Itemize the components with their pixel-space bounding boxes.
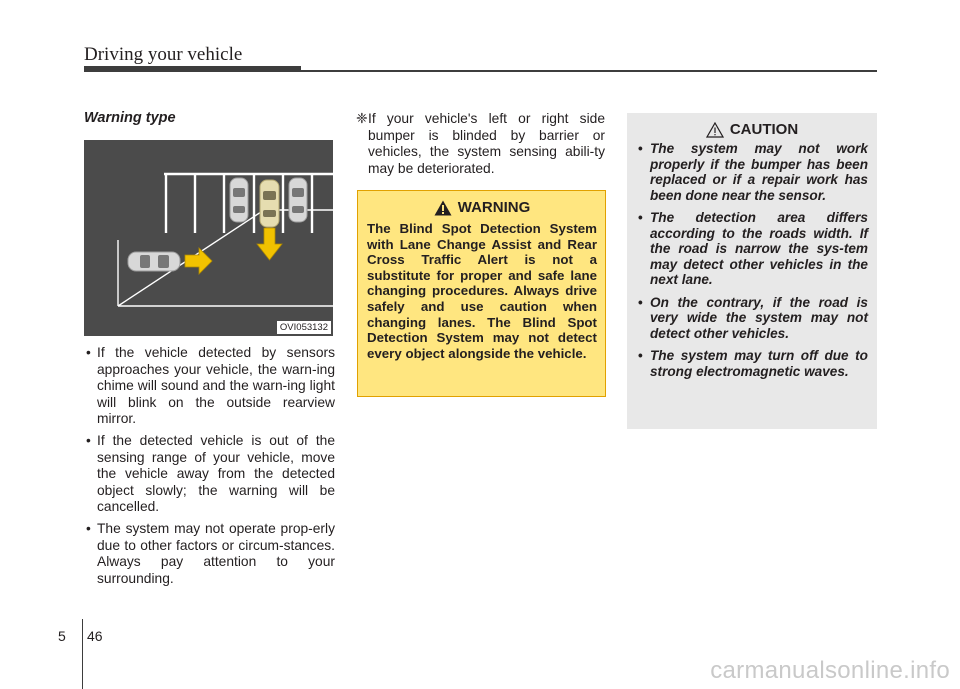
bullet: • bbox=[638, 141, 643, 156]
bullet: • bbox=[638, 210, 643, 225]
header-rule-thick bbox=[84, 66, 301, 72]
list-item-text: The detection area differs according to the roads width. If the road is narrow the sys-tem may detect other vehicles in the next lane. bbox=[650, 210, 868, 287]
warning-box bbox=[357, 190, 606, 397]
chapter-number: 5 bbox=[58, 628, 66, 644]
bullet: • bbox=[86, 432, 91, 448]
warning-title: WARNING bbox=[457, 199, 531, 216]
list-item bbox=[84, 521, 335, 587]
approaching-car bbox=[128, 252, 180, 271]
list-item-text: The system may not work properly if the bumper has been replaced or if a repair work has been done near the sensor. bbox=[650, 141, 868, 203]
list-item-text: The system may turn off due to strong electromagnetic waves. bbox=[650, 348, 868, 379]
section-heading: Warning type bbox=[84, 110, 176, 126]
warning-type-list bbox=[84, 345, 335, 592]
list-item-text: The system may not operate prop-erly due to other factors or circum-stances. Always pay attention to your surrounding. bbox=[97, 520, 335, 586]
list-item bbox=[84, 433, 335, 516]
caution-box bbox=[627, 113, 877, 429]
parking-lot-illustration bbox=[84, 140, 333, 336]
footer-rule bbox=[82, 619, 83, 689]
bullet: • bbox=[638, 294, 643, 310]
parking-diagram bbox=[84, 140, 333, 336]
caution-list bbox=[636, 141, 868, 379]
note-text: If your vehicle's left or right side bumper is blinded by barrier or vehicles, the system sensing abili-ty may be deteriorated. bbox=[368, 111, 605, 176]
watermark: carmanualsonline.info bbox=[710, 657, 950, 684]
page-number: 46 bbox=[87, 628, 103, 644]
warning-body: The Blind Spot Detection System with Lane Change Assist and Rear Cross Traffic Alert is not a substitute for proper and safe lane changing procedures. Always drive safely and use caution when changing lanes. The Blind Spot Detection System may not detect every object alongside the vehicle. bbox=[367, 221, 597, 361]
caution-header bbox=[636, 121, 868, 138]
note-mark: ❈ bbox=[356, 111, 368, 126]
bullet: • bbox=[638, 348, 643, 363]
list-item bbox=[636, 348, 868, 379]
own-vehicle bbox=[260, 180, 279, 227]
warning-icon bbox=[434, 200, 452, 216]
parked-car-right bbox=[289, 178, 307, 222]
caution-title: CAUTION bbox=[729, 121, 799, 138]
list-item-text: On the contrary, if the road is very wide the system may not detect other vehicles. bbox=[650, 294, 868, 341]
header-rule-thin bbox=[301, 70, 877, 72]
list-item-text: If the vehicle detected by sensors approaches your vehicle, the warn-ing chime will sound and the warn-ing light will blink on the outside rearview mirror. bbox=[97, 345, 335, 427]
sensor-note bbox=[356, 111, 605, 177]
list-item bbox=[636, 141, 868, 203]
list-item bbox=[84, 345, 335, 428]
page-header-title: Driving your vehicle bbox=[84, 44, 243, 65]
warning-header bbox=[367, 199, 597, 216]
list-item bbox=[636, 295, 868, 342]
list-item bbox=[636, 210, 868, 288]
caution-icon bbox=[706, 122, 724, 138]
figure-caption: OVI053132 bbox=[277, 321, 331, 334]
list-item-text: If the detected vehicle is out of the sensing range of your vehicle, move the vehicle away from the detected object slowly; the warning will be cancelled. bbox=[97, 432, 335, 515]
parked-car-left bbox=[230, 178, 248, 222]
bullet: • bbox=[86, 520, 91, 536]
bullet: • bbox=[86, 345, 91, 360]
